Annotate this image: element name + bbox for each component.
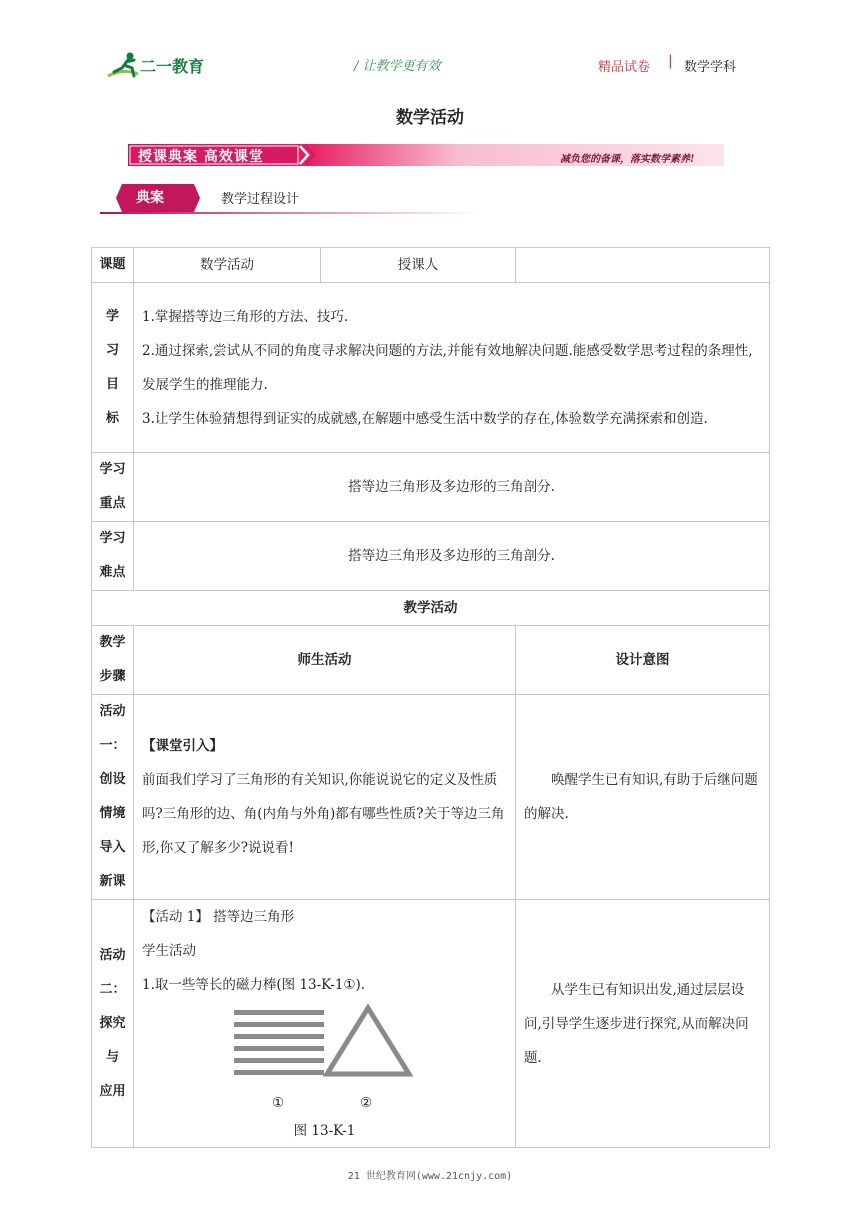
activity1-content — [134, 695, 516, 900]
table-row-activity1 — [92, 695, 770, 900]
banner-right-text: 减负您的备课，落实数学素养! — [560, 154, 695, 165]
figure-13-k-1 — [142, 1004, 507, 1111]
logo-text: 二一教育 — [140, 57, 205, 76]
goal-item: 2.通过探索,尝试从不同的角度寻求解决问题的方法,并能有效地解决问题.能感受数学思考过程的条理性,发展学生的推理能力. — [142, 342, 753, 393]
table-row-activity-header — [92, 591, 770, 626]
activity-column-label: 师生活动 — [134, 626, 516, 695]
slogan: / 让教学更有效 — [354, 59, 441, 74]
figure-label-2: ② — [360, 1095, 373, 1111]
teacher-label: 授课人 — [321, 248, 516, 283]
header-tag: 精品试卷 — [598, 60, 651, 75]
activity1-heading: 【课堂引入】 — [142, 738, 223, 754]
table-row-columns — [92, 626, 770, 695]
goals-content — [134, 283, 770, 453]
activity2-step1: 1.取一些等长的磁力棒(图 13-K-1①). — [142, 977, 366, 993]
figure-caption: 图 13-K-1 — [293, 1123, 356, 1139]
lesson-plan-table — [91, 247, 770, 1148]
figure-label-1: ① — [272, 1095, 285, 1111]
section-label: 典案 — [136, 190, 164, 206]
table-row-activity2 — [92, 900, 770, 1148]
difficulties-text: 搭等边三角形及多边形的三角剖分. — [134, 522, 770, 591]
table-row-key-points — [92, 453, 770, 522]
topic-value: 数学活动 — [134, 248, 321, 283]
goal-item: 3.让学生体验猜想得到证实的成就感,在解题中感受生活中数学的存在,体验数学充满探索和创造. — [142, 410, 708, 427]
magnetic-rods-figure — [142, 1004, 532, 1090]
table-row-topic — [92, 248, 770, 283]
activity1-body: 前面我们学习了三角形的有关知识,你能说说它的定义及性质吗?三角形的边、角(内角与外角)都有哪些性质?关于等边三角形,你又了解多少?说说看! — [142, 772, 505, 856]
section-title: 教学过程设计 — [221, 192, 300, 207]
topic-label: 课题 — [92, 248, 134, 283]
header-subject: 数学学科 — [684, 60, 737, 75]
activity2-intent: 从学生已有知识出发,通过层层设问,引导学生逐步进行探究,从而解决问题. — [516, 900, 770, 1148]
activity1-intent: 唤醒学生已有知识,有助于后继问题的解决. — [516, 695, 770, 900]
activity2-label: 活动 二： 探究 与 应用 — [92, 900, 134, 1148]
activity2-heading: 【活动 1】 搭等边三角形 — [142, 909, 295, 925]
page-title: 数学活动 — [396, 108, 464, 128]
footer-source: 21 世纪教育网(www.21cnjy.com) — [347, 1171, 513, 1182]
banner-left-text: 授课典案 高效课堂 — [138, 149, 264, 165]
goal-item: 1.掌握搭等边三角形的方法、技巧. — [142, 308, 349, 325]
intent-column-label: 设计意图 — [516, 626, 770, 695]
step-column-label: 教学 步骤 — [92, 626, 134, 695]
teacher-value — [516, 248, 770, 283]
activity2-content — [134, 900, 516, 1148]
table-row-goals — [92, 283, 770, 453]
activity-header: 教学活动 — [92, 591, 770, 626]
activity2-sub: 学生活动 — [142, 943, 196, 959]
table-row-difficulties — [92, 522, 770, 591]
header-separator: | — [668, 53, 673, 69]
goals-label: 学 习 目 标 — [92, 283, 134, 453]
difficulties-label: 学习 难点 — [92, 522, 134, 591]
key-points-text: 搭等边三角形及多边形的三角剖分. — [134, 453, 770, 522]
activity1-label: 活动 一： 创设 情境 导入 新课 — [92, 695, 134, 900]
key-points-label: 学习 重点 — [92, 453, 134, 522]
